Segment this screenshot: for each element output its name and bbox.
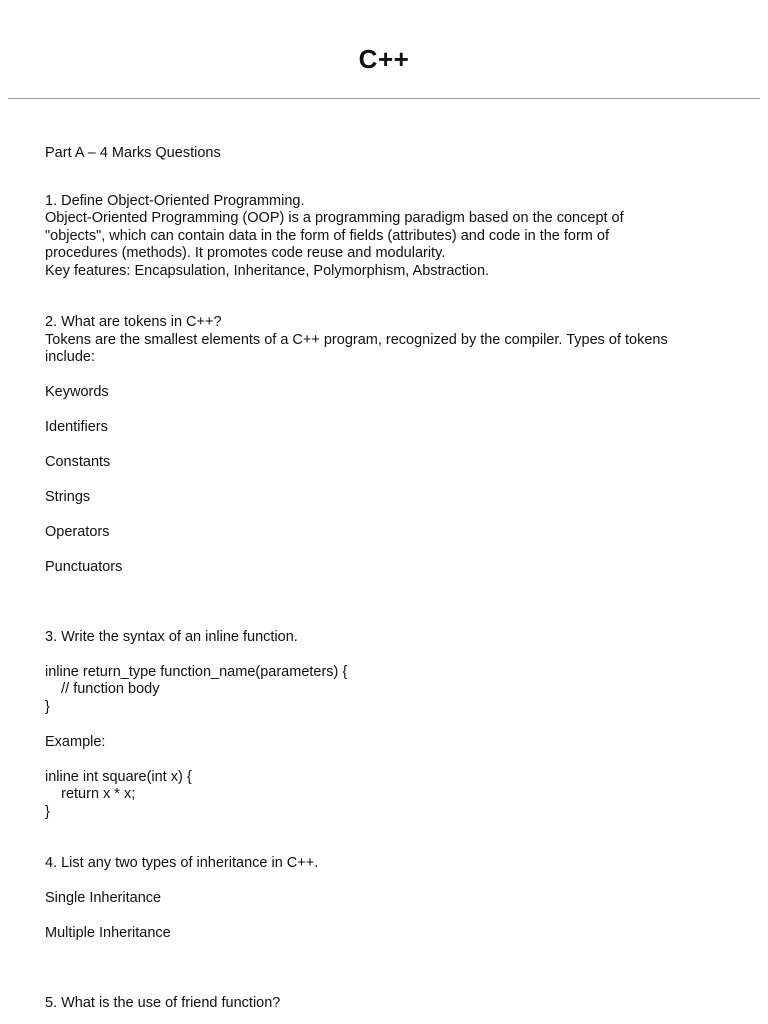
example-code-line: } xyxy=(45,803,50,820)
title-divider xyxy=(8,98,760,99)
syntax-code-line: inline return_type function_name(parameters) { xyxy=(45,663,348,680)
token-type-item: Strings xyxy=(45,489,91,505)
question-5-heading: 5. What is the use of friend function? xyxy=(45,994,281,1011)
token-type-item: Constants xyxy=(45,454,111,470)
inheritance-type-item: Multiple Inheritance xyxy=(45,925,171,941)
token-type-item: Identifiers xyxy=(45,419,108,435)
question-2-answer-line: include: xyxy=(45,349,95,365)
section-heading: Part A – 4 Marks Questions xyxy=(45,145,221,161)
example-code-line: inline int square(int x) { xyxy=(45,768,192,785)
question-1-heading: 1. Define Object-Oriented Programming. xyxy=(45,192,305,209)
question-2-heading: 2. What are tokens in C++? xyxy=(45,314,222,330)
question-2-answer-line: Tokens are the smallest elements of a C++ program, recognized by the compiler. Types of tokens xyxy=(45,331,668,348)
token-type-item: Punctuators xyxy=(45,559,123,575)
example-code-line: return x * x; xyxy=(45,786,136,802)
token-type-item: Keywords xyxy=(45,384,109,400)
question-3-heading: 3. Write the syntax of an inline function. xyxy=(45,628,298,645)
question-1-answer-line: "objects", which can contain data in the form of fields (attributes) and code in the form of xyxy=(45,227,610,244)
token-type-item: Operators xyxy=(45,524,110,540)
syntax-code-line: } xyxy=(45,698,50,715)
example-label: Example: xyxy=(45,733,106,750)
document-body xyxy=(45,145,735,1012)
syntax-code-line: // function body xyxy=(45,681,160,697)
question-1-answer-line: Key features: Encapsulation, Inheritance, Polymorphism, Abstraction. xyxy=(45,262,490,279)
question-1-answer-line: procedures (methods). It promotes code reuse and modularity. xyxy=(45,245,446,261)
inheritance-type-item: Single Inheritance xyxy=(45,890,162,906)
question-4-heading: 4. List any two types of inheritance in C++. xyxy=(45,855,319,871)
document-title: C++ xyxy=(358,44,410,74)
question-1-answer-line: Object-Oriented Programming (OOP) is a programming paradigm based on the concept of xyxy=(45,210,624,226)
